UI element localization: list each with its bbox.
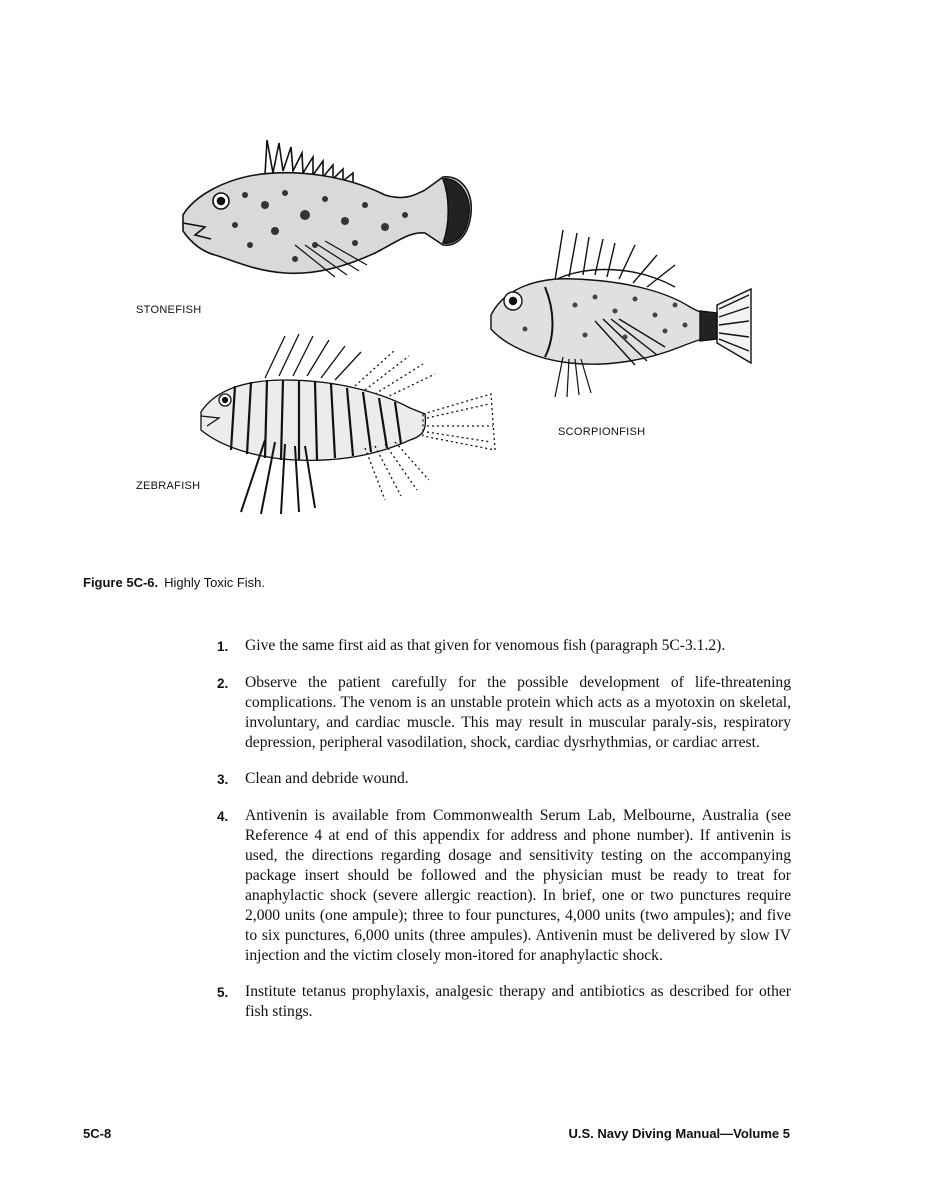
step-number: 1. (217, 639, 229, 654)
zebrafish-illustration (195, 330, 505, 515)
list-item (217, 769, 791, 790)
stonefish-label: STONEFISH (136, 304, 202, 316)
page-footer (83, 1126, 790, 1141)
list-item (217, 982, 791, 1022)
step-text: Institute tetanus prophylaxis, analgesic therapy and antibiotics as described for other fish stings. (245, 983, 791, 1020)
list-item (217, 806, 791, 966)
list-item (217, 636, 791, 657)
list-item (217, 673, 791, 753)
figure-caption-text: Highly Toxic Fish. (164, 575, 266, 590)
step-text: Antivenin is available from Commonwealth Serum Lab, Melbourne, Australia (see Reference 4 at end of this appendix for address and phone number). If antivenin is used, the directions regarding dosage and sensitivity testing on the accompanying package insert should be followed and the physician must be ready to treat for anaphylactic shock (severe allergic reaction). In brief, one or two punctures require 2,000 units (one ampule); three to four punctures, 4,000 units (two ampules); and five to six punctures, 6,000 units (three ampules). Antivenin must be delivered by slow IV injection and the victim closely mon-itored for anaphylactic shock. (245, 807, 791, 964)
figure-caption (83, 575, 265, 590)
step-number: 2. (217, 676, 229, 691)
first-aid-steps-list (217, 636, 791, 1038)
scorpionfish-label: SCORPIONFISH (558, 426, 646, 438)
step-number: 3. (217, 772, 229, 787)
page-number: 5C-8 (83, 1126, 112, 1141)
stonefish-illustration (175, 135, 475, 280)
zebrafish-label: ZEBRAFISH (136, 480, 201, 492)
step-text: Clean and debride wound. (245, 770, 409, 787)
figure-caption-number: Figure 5C-6. (83, 575, 159, 590)
step-text: Observe the patient carefully for the possible development of life-threatening complications. The venom is an unstable protein which acts as a myotoxin on skeletal, involuntary, and cardiac muscle. This may result in muscular paraly-sis, respiratory depression, peripheral vasodilation, shock, cardiac dysrhythmias, or cardiac arrest. (245, 674, 791, 751)
step-text: Give the same first aid as that given for venomous fish (paragraph 5C-3.1.2). (245, 637, 726, 654)
step-number: 4. (217, 809, 229, 824)
scorpionfish-illustration (485, 225, 755, 400)
step-number: 5. (217, 985, 229, 1000)
manual-title: U.S. Navy Diving Manual—Volume 5 (568, 1126, 790, 1141)
toxic-fish-figure (80, 120, 840, 560)
